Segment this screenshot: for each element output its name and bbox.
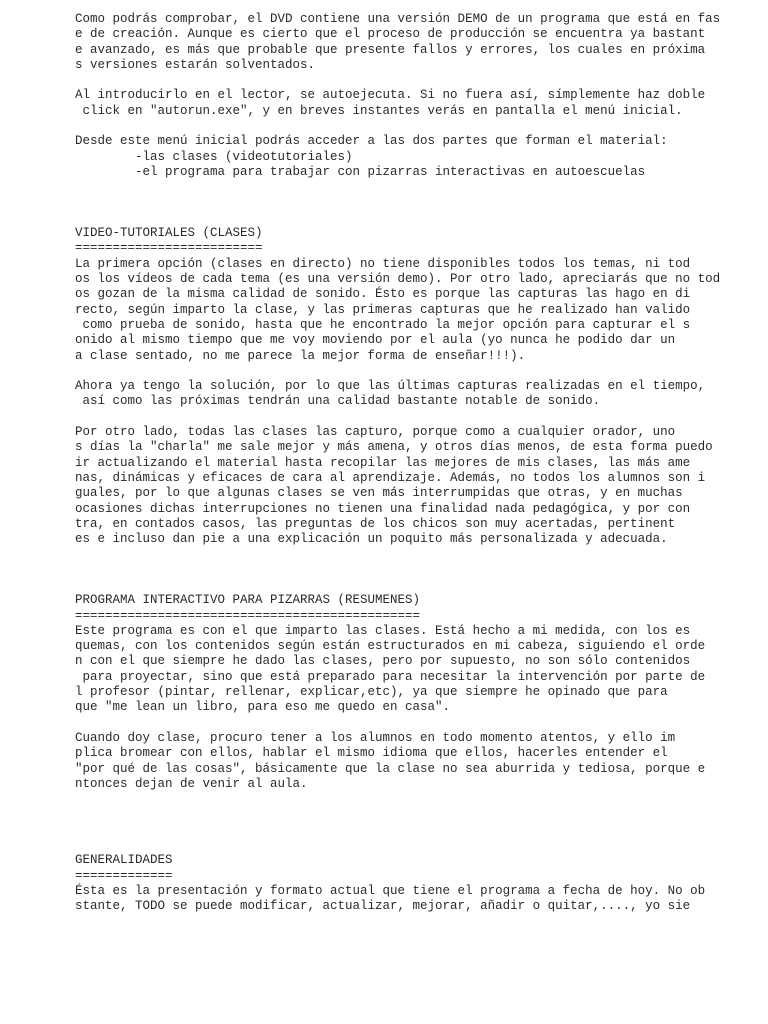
- text-line: que "me lean un libro, para eso me quedo en casa".: [75, 700, 451, 715]
- text-line: [75, 823, 765, 838]
- text-line: click en "autorun.exe", y en breves instantes verás en pantalla el menú inicial.: [75, 103, 683, 118]
- document-text: [75, 12, 765, 915]
- text-line: Este programa es con el que imparto las clases. Está hecho a mi medida, con los es: [75, 623, 691, 638]
- text-line: Desde este menú inicial podrás acceder a las dos partes que forman el material:: [75, 134, 668, 149]
- text-line: [75, 73, 765, 88]
- text-line: Como podrás comprobar, el DVD contiene una versión DEMO de un programa que está en fas: [75, 12, 721, 26]
- text-line: tra, en contados casos, las preguntas de los chicos son muy acertadas, pertinent: [75, 516, 676, 531]
- text-line: [75, 792, 765, 807]
- text-line: [75, 807, 765, 822]
- text-line: Ésta es la presentación y formato actual que tiene el programa a fecha de hoy. No ob: [75, 883, 706, 898]
- text-line: recto, según imparto la clase, y las primeras capturas que he realizado han valido: [75, 302, 691, 317]
- text-line: guales, por lo que algunas clases se ven más interrumpidas que otras, y en muchas: [75, 486, 683, 501]
- text-line: s días la "charla" me sale mejor y más amena, y otros días menos, de esta forma puedo: [75, 440, 713, 455]
- text-line: La primera opción (clases en directo) no tiene disponibles todos los temas, ni tod: [75, 256, 691, 271]
- text-line: "por qué de las cosas", básicamente que la clase no sea aburrida y tediosa, porque e: [75, 761, 706, 776]
- text-line: [75, 364, 765, 379]
- text-line: [75, 180, 765, 195]
- text-line: así como las próximas tendrán una calidad bastante notable de sonido.: [75, 394, 601, 409]
- text-line: [75, 211, 765, 226]
- text-line: GENERALIDADES: [75, 853, 173, 868]
- text-line: quemas, con los contenidos según están estructurados en mi cabeza, siguiendo el orde: [75, 639, 706, 654]
- text-line: para proyectar, sino que está preparado para necesitar la intervención por parte de: [75, 669, 706, 684]
- text-line: s versiones estarán solventados.: [75, 57, 316, 72]
- text-line: l profesor (pintar, rellenar, explicar,etc), ya que siempre he opinado que para: [75, 685, 668, 700]
- text-line: ==============================================: [75, 608, 421, 623]
- text-line: ocasiones dichas interrupciones no tienen una finalidad nada pedagógica, y por con: [75, 501, 691, 516]
- text-line: =============: [75, 868, 173, 883]
- text-line: os gozan de la misma calidad de sonido. Ésto es porque las capturas las hago en di: [75, 287, 691, 302]
- text-line: -las clases (videotutoriales): [75, 149, 353, 164]
- text-line: como prueba de sonido, hasta que he encontrado la mejor opción para capturar el s: [75, 317, 691, 332]
- text-line: plica bromear con ellos, hablar el mismo idioma que ellos, hacerles entender el: [75, 746, 668, 761]
- text-line: [75, 410, 765, 425]
- text-line: -el programa para trabajar con pizarras interactivas en autoescuelas: [75, 164, 646, 179]
- text-line: Por otro lado, todas las clases las capturo, porque como a cualquier orador, uno: [75, 425, 676, 440]
- text-line: [75, 547, 765, 562]
- text-line: PROGRAMA INTERACTIVO PARA PIZARRAS (RESUMENES): [75, 593, 421, 608]
- text-line: stante, TODO se puede modificar, actualizar, mejorar, añadir o quitar,...., yo sie: [75, 899, 691, 914]
- text-line: [75, 563, 765, 578]
- text-line: e avanzado, es más que probable que presente fallos y errores, los cuales en próxima: [75, 42, 706, 57]
- text-line: [75, 196, 765, 211]
- text-line: Cuando doy clase, procuro tener a los alumnos en todo momento atentos, y ello im: [75, 730, 676, 745]
- text-line: nas, dinámicas y eficaces de cara al aprendizaje. Además, no todos los alumnos son i: [75, 470, 706, 485]
- text-line: es e incluso dan pie a una explicación un poquito más personalizada y adecuada.: [75, 532, 668, 547]
- text-line: [75, 578, 765, 593]
- text-line: Ahora ya tengo la solución, por lo que las últimas capturas realizadas en el tiempo,: [75, 379, 706, 394]
- text-line: ir actualizando el material hasta recopilar las mejores de mis clases, las más ame: [75, 455, 691, 470]
- text-line: [75, 716, 765, 731]
- text-line: Al introducirlo en el lector, se autoejecuta. Si no fuera así, símplemente haz doble: [75, 88, 706, 103]
- text-line: a clase sentado, no me parece la mejor forma de enseñar!!!).: [75, 348, 526, 363]
- text-line: =========================: [75, 241, 263, 256]
- text-line: VIDEO-TUTORIALES (CLASES): [75, 226, 263, 241]
- text-line: ntonces dejan de venir al aula.: [75, 776, 308, 791]
- text-line: [75, 119, 765, 134]
- text-line: onido al mismo tiempo que me voy moviendo por el aula (yo nunca he podido dar un: [75, 333, 676, 348]
- text-line: [75, 838, 765, 853]
- text-line: e de creación. Aunque es cierto que el proceso de producción se encuentra ya bastant: [75, 27, 706, 42]
- text-line: n con el que siempre he dado las clases, pero por supuesto, no son sólo contenidos: [75, 654, 691, 669]
- text-line: os los vídeos de cada tema (es una versión demo). Por otro lado, apreciarás que no tod: [75, 272, 721, 287]
